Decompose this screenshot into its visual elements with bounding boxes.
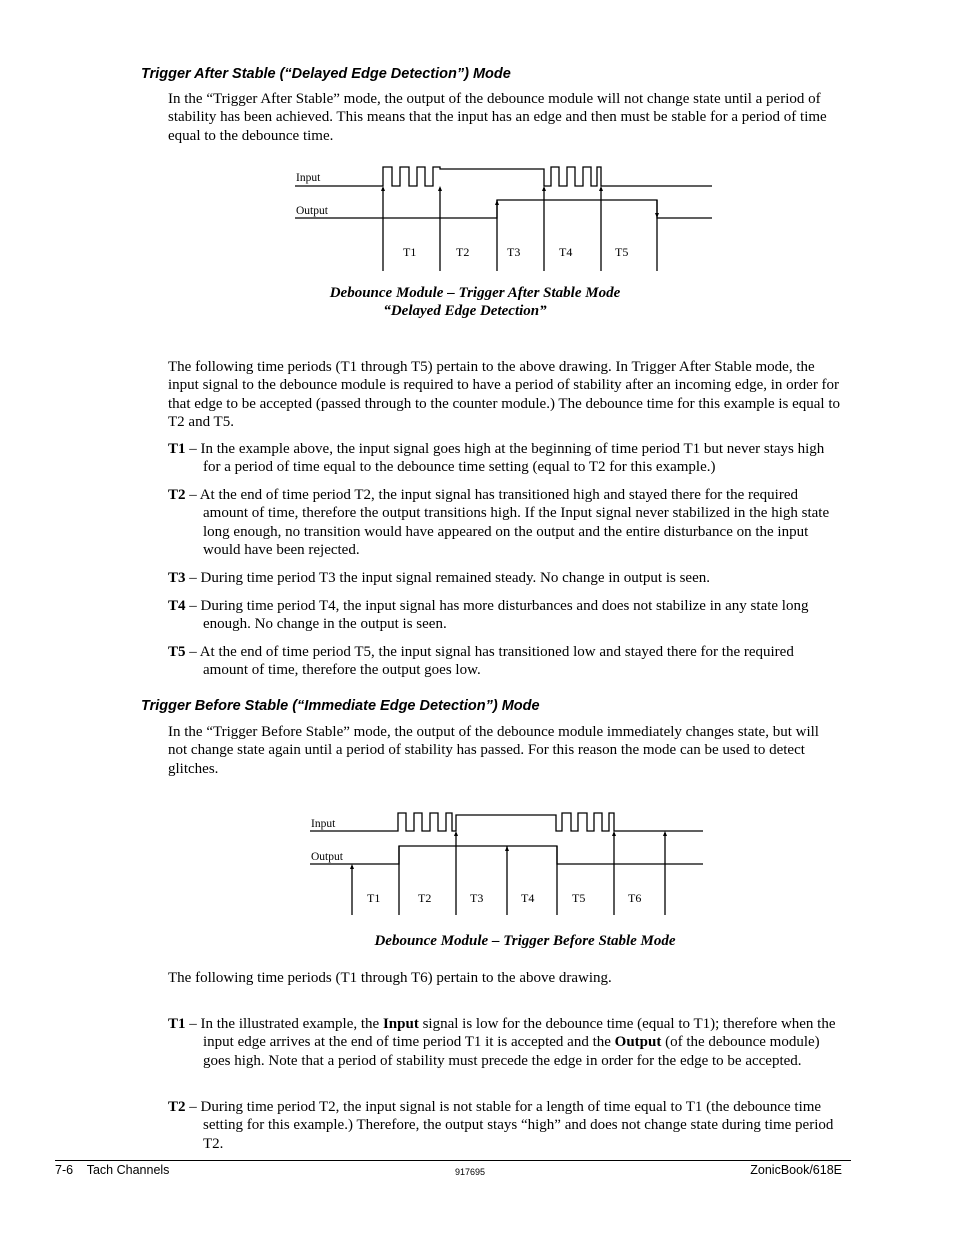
section2-heading: Trigger Before Stable (“Immediate Edge Detection”) Mode <box>141 698 540 714</box>
list-item: T5 – At the end of time period T5, the input signal has transitioned low and stayed there for the required amount of time, therefore the output goes low. <box>168 644 794 679</box>
period-label: T6 <box>628 891 642 905</box>
footer-center: 917695 <box>455 1167 486 1177</box>
input-waveform <box>310 813 703 831</box>
output-label: Output <box>296 205 328 217</box>
section1-intro: In the “Trigger After Stable” mode, the output of the debounce module will not change state until a period of stability has been achieved. This means that the input has an edge and then must be stable for a period of time equal to the debounce time. <box>168 91 827 144</box>
caption-line1: Debounce Module – Trigger After Stable Mode <box>329 285 621 301</box>
list-item: T1 – In the example above, the input signal goes high at the beginning of time period T1 but never stays high for a period of time equal to the debounce time setting (equal to T2 for this example.) <box>168 441 825 476</box>
footer-rule <box>55 1160 851 1161</box>
period-label: T4 <box>521 891 535 905</box>
period-label: T3 <box>507 245 521 259</box>
period-label: T1 <box>367 891 381 905</box>
section2-intro: In the “Trigger Before Stable” mode, the output of the debounce module immediately changes state, but will not change state again until a period of stability has passed. For this reason the mode can be used to detect glitches. <box>168 724 819 777</box>
list-item: T2 – During time period T2, the input signal is not stable for a length of time equal to T1 (the debounce time setting for this example.) Therefore, the output stays “high” and does not change state during time period T2. <box>168 1099 834 1152</box>
output-waveform <box>295 200 712 218</box>
diagram-trigger-after-stable <box>290 160 720 275</box>
list-item: T2 – At the end of time period T2, the input signal has transitioned high and stayed there for the required amount of time, therefore the output transitions high. If the Input signal never stabilized in the high state long enough, no transition would have appeared on the output and the entire disturbance on the input would have been rejected. <box>168 487 830 558</box>
period-label: T5 <box>572 891 586 905</box>
section1-paragraph: The following time periods (T1 through T5) pertain to the above drawing. In Trigger After Stable mode, the input signal to the debounce module is required to have a period of stability after an incoming edge, in order for that edge to be accepted (passed through to the counter module.) The debounce time for this example is equal to T2 and T5. <box>168 359 841 430</box>
period-label: T2 <box>456 245 470 259</box>
output-label: Output <box>311 851 343 863</box>
caption-line2: “Delayed Edge Detection” <box>383 303 547 319</box>
diagram-trigger-before-stable <box>305 805 710 920</box>
section2-paragraph: The following time periods (T1 through T6) pertain to the above drawing. <box>168 970 612 986</box>
input-label: Input <box>311 818 336 830</box>
period-label: T2 <box>418 891 432 905</box>
period-label: T1 <box>403 245 417 259</box>
caption: Debounce Module – Trigger Before Stable Mode <box>374 933 676 949</box>
list-item: T1 – In the illustrated example, the Input signal is low for the debounce time (equal to T1); therefore when the input edge arrives at the end of time period T1 it is accepted and the Output (of the debounce module) goes high. Note that a period of stability must precede the edge in order for the edge to be accepted. <box>168 1016 836 1069</box>
input-waveform <box>295 167 712 186</box>
list-item: T4 – During time period T4, the input signal has more disturbances and does not stabilize in any state long enough. No change in the output is seen. <box>168 598 809 633</box>
footer-left: 7-6 Tach Channels <box>55 1163 170 1177</box>
period-label: T5 <box>615 245 629 259</box>
list-item: T3 – During time period T3 the input signal remained steady. No change in output is seen. <box>168 570 710 586</box>
period-label: T4 <box>559 245 573 259</box>
footer-right: ZonicBook/618E <box>750 1163 842 1177</box>
period-label: T3 <box>470 891 484 905</box>
input-label: Input <box>296 172 321 184</box>
section1-heading: Trigger After Stable (“Delayed Edge Detection”) Mode <box>141 66 511 82</box>
